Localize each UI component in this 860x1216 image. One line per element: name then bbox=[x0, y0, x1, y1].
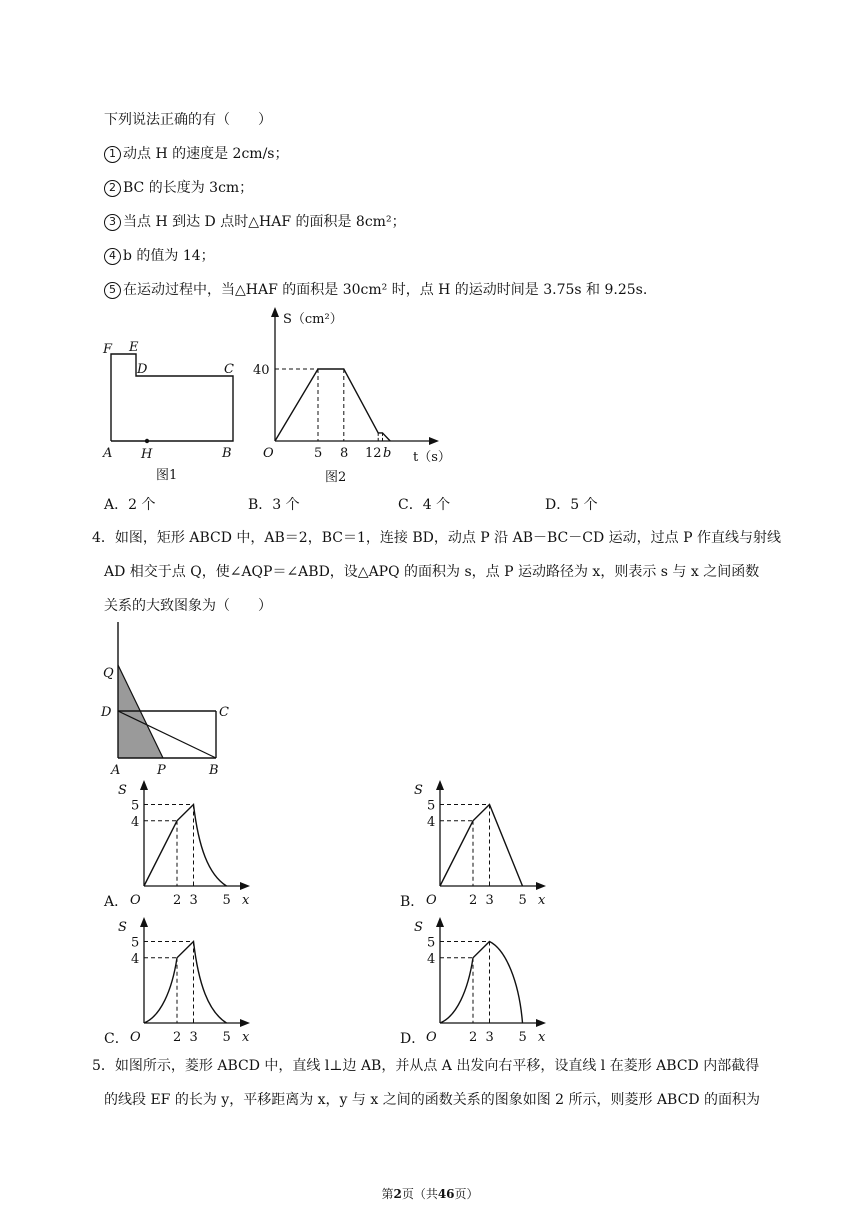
x-tick-5: 5 bbox=[518, 1030, 527, 1045]
q4-option-b-graph[interactable] bbox=[412, 778, 552, 908]
origin-label: O bbox=[263, 446, 274, 461]
y-axis-arrow bbox=[140, 917, 148, 927]
y-tick-4: 4 bbox=[131, 951, 140, 967]
y-tick-5: 5 bbox=[131, 935, 140, 951]
x-axis-arrow bbox=[240, 1019, 250, 1027]
q3-figure-2 bbox=[255, 305, 465, 495]
x-tick-8: 8 bbox=[340, 446, 349, 461]
fig2-caption: 图2 bbox=[325, 470, 347, 485]
statement-text: b 的值为 14； bbox=[123, 248, 215, 264]
label-a: A bbox=[111, 763, 121, 778]
q3-statement-5 bbox=[104, 280, 647, 300]
y-axis-label: S（cm²） bbox=[283, 312, 343, 327]
footer-prefix: 第 bbox=[381, 1187, 394, 1201]
q3-options bbox=[104, 494, 804, 514]
label-a: A bbox=[103, 446, 113, 461]
y-axis-label: S bbox=[414, 920, 423, 935]
q4-line-2: AD 相交于点 Q，使∠AQP＝∠ABD，设△APQ 的面积为 s，点 P 运动路径为 x，则表示 s 与 x 之间函数 bbox=[104, 564, 760, 580]
series-line bbox=[275, 369, 390, 441]
q3-plot-area bbox=[275, 369, 390, 441]
q3-option-c[interactable]: C．4 个 bbox=[398, 497, 451, 513]
circled-number: 5 bbox=[104, 282, 121, 299]
y-tick-40: 40 bbox=[253, 363, 270, 378]
statement-text: 动点 H 的速度是 2cm/s； bbox=[123, 146, 289, 162]
q4-line-1: 4．如图，矩形 ABCD 中，AB＝2，BC＝1，连接 BD，动点 P 沿 AB－BC－CD 运动，过点 P 作直线与射线 bbox=[92, 530, 781, 546]
q3-statement-2 bbox=[104, 178, 253, 198]
x-tick-3: 3 bbox=[189, 893, 198, 908]
y-tick-4: 4 bbox=[427, 951, 436, 967]
point-h-dot bbox=[145, 439, 149, 443]
origin-label: O bbox=[130, 1030, 141, 1045]
y-axis-arrow bbox=[271, 307, 279, 317]
q4-option-d-graph[interactable] bbox=[412, 915, 552, 1045]
q5-line-2: 的线段 EF 的长为 y，平移距离为 x，y 与 x 之间的函数关系的图象如图 2 所示，则菱形 ABCD 的面积为 bbox=[104, 1092, 760, 1108]
x-axis-label: x bbox=[242, 1030, 250, 1045]
label-e: E bbox=[129, 340, 139, 355]
origin-label: O bbox=[426, 893, 437, 908]
y-tick-4: 4 bbox=[427, 814, 436, 830]
y-axis-arrow bbox=[436, 917, 444, 927]
x-axis-label: x bbox=[242, 893, 250, 908]
label-d: D bbox=[101, 705, 112, 720]
label-p: P bbox=[157, 763, 166, 778]
footer-page-number: 2 bbox=[393, 1187, 402, 1201]
q4-option-c-graph[interactable] bbox=[116, 915, 256, 1045]
x-tick-12: 12 bbox=[365, 446, 382, 461]
x-axis-label: x bbox=[538, 893, 546, 908]
function-curve bbox=[144, 805, 227, 887]
x-tick-3: 3 bbox=[189, 1030, 198, 1045]
fig1-caption: 图1 bbox=[156, 468, 178, 483]
q4-option-a-label[interactable]: A． bbox=[104, 894, 129, 910]
label-d: D bbox=[137, 362, 148, 377]
q3-option-d[interactable]: D．5 个 bbox=[545, 497, 598, 513]
x-tick-2: 2 bbox=[173, 893, 182, 908]
q4-option-b-label[interactable]: B． bbox=[400, 894, 425, 910]
statement-text: BC 的长度为 3cm； bbox=[123, 180, 254, 196]
polygon-outline bbox=[111, 354, 233, 441]
y-axis-label: S bbox=[118, 783, 127, 798]
x-axis-arrow bbox=[536, 1019, 546, 1027]
x-tick-2: 2 bbox=[173, 1030, 182, 1045]
function-curve bbox=[440, 805, 523, 887]
q4-figure bbox=[95, 620, 245, 780]
q3-option-b[interactable]: B．3 个 bbox=[248, 497, 300, 513]
page-footer bbox=[0, 1185, 860, 1202]
footer-middle: 页（共 bbox=[401, 1187, 438, 1201]
function-curve bbox=[440, 942, 523, 1024]
label-b: B bbox=[222, 446, 232, 461]
y-tick-5: 5 bbox=[427, 935, 436, 951]
x-tick-5: 5 bbox=[222, 1030, 231, 1045]
footer-total-pages: 46 bbox=[437, 1187, 455, 1201]
label-h: H bbox=[141, 447, 153, 462]
x-tick-5: 5 bbox=[518, 893, 527, 908]
x-axis-arrow bbox=[429, 437, 439, 445]
circled-number: 1 bbox=[104, 146, 121, 163]
q4-option-d-label[interactable]: D． bbox=[400, 1031, 426, 1047]
label-b: B bbox=[209, 763, 219, 778]
origin-label: O bbox=[130, 893, 141, 908]
q3-statement-4 bbox=[104, 246, 215, 266]
x-tick-3: 3 bbox=[485, 893, 494, 908]
statement-text: 当点 H 到达 D 点时△HAF 的面积是 8cm²； bbox=[123, 214, 406, 230]
y-tick-4: 4 bbox=[131, 814, 140, 830]
label-q: Q bbox=[103, 666, 114, 681]
y-tick-5: 5 bbox=[427, 798, 436, 814]
x-tick-5: 5 bbox=[222, 893, 231, 908]
label-c: C bbox=[224, 362, 234, 377]
x-axis-label: x bbox=[538, 1030, 546, 1045]
q3-option-a[interactable]: A．2 个 bbox=[104, 497, 156, 513]
x-tick-3: 3 bbox=[485, 1030, 494, 1045]
x-tick-2: 2 bbox=[469, 1030, 478, 1045]
circled-number: 3 bbox=[104, 214, 121, 231]
y-axis-arrow bbox=[140, 780, 148, 790]
q4-option-c-label[interactable]: C． bbox=[104, 1031, 129, 1047]
function-curve bbox=[144, 942, 227, 1024]
y-tick-5: 5 bbox=[131, 798, 140, 814]
q4-line-3: 关系的大致图象为（ ） bbox=[104, 598, 272, 614]
circled-number: 2 bbox=[104, 180, 121, 197]
q3-prompt: 下列说法正确的有（ ） bbox=[104, 112, 272, 128]
x-axis-arrow bbox=[536, 882, 546, 890]
x-tick-b: b bbox=[383, 446, 392, 461]
y-axis-arrow bbox=[436, 780, 444, 790]
y-axis-label: S bbox=[118, 920, 127, 935]
footer-suffix: 页） bbox=[454, 1187, 479, 1201]
x-axis-arrow bbox=[240, 882, 250, 890]
statement-text: 在运动过程中，当△HAF 的面积是 30cm² 时，点 H 的运动时间是 3.75s 和 9.25s. bbox=[123, 282, 648, 298]
circled-number: 4 bbox=[104, 248, 121, 265]
q3-figure-1 bbox=[100, 335, 250, 485]
x-tick-2: 2 bbox=[469, 893, 478, 908]
q4-option-a-graph[interactable] bbox=[116, 778, 256, 908]
y-axis-label: S bbox=[414, 783, 423, 798]
label-c: C bbox=[219, 705, 229, 720]
label-f: F bbox=[103, 342, 113, 357]
q3-statement-3 bbox=[104, 212, 406, 232]
q3-statement-1 bbox=[104, 144, 288, 164]
x-axis-label: t（s） bbox=[413, 450, 451, 465]
q5-line-1: 5．如图所示，菱形 ABCD 中，直线 l⊥边 AB，并从点 A 出发向右平移，设直线 l 在菱形 ABCD 内部截得 bbox=[92, 1058, 760, 1074]
x-tick-5: 5 bbox=[314, 446, 323, 461]
origin-label: O bbox=[426, 1030, 437, 1045]
